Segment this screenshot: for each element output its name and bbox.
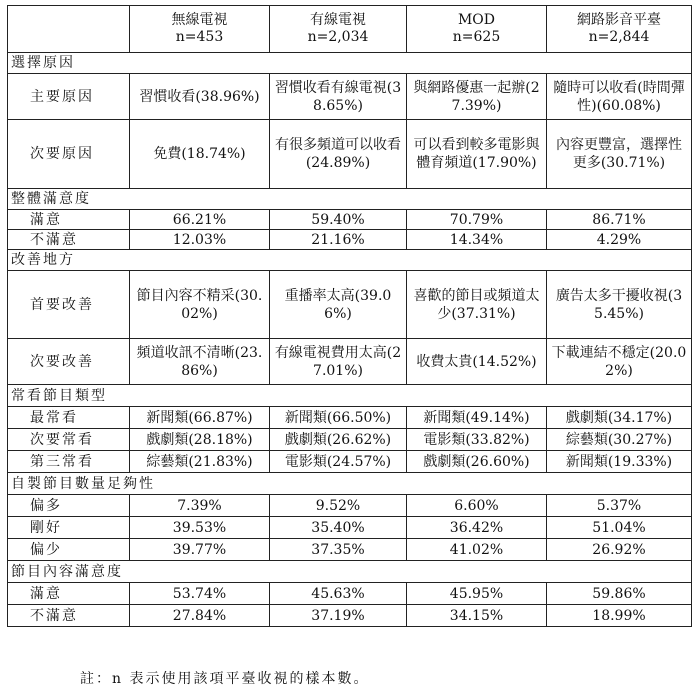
table-cell: 有很多頻道可以收看(24.89%) — [270, 120, 407, 189]
row-label: 首要改善 — [8, 271, 130, 339]
section-title-quantity: 自製節目數量足夠性 — [8, 473, 692, 495]
table-row — [8, 495, 692, 517]
table-cell: 21.16% — [270, 230, 407, 250]
table-cell: 免費(18.74%) — [130, 120, 270, 189]
table-cell: 7.39% — [130, 495, 270, 517]
row-label: 最常看 — [8, 407, 130, 429]
table-cell: 廣告太多干擾收視(35.45%) — [547, 271, 692, 339]
table-cell: 6.60% — [407, 495, 547, 517]
header-cell-cable: 有線電視 n=2,034 — [270, 6, 407, 53]
table-cell: 39.77% — [130, 539, 270, 561]
row-label: 偏少 — [8, 539, 130, 561]
row-label: 主要原因 — [8, 74, 130, 120]
table-cell: 喜歡的節目或頻道太少(37.31%) — [407, 271, 547, 339]
table-cell: 隨時可以收看(時間彈性)(60.08%) — [547, 74, 692, 120]
table-cell: 電影類(33.82%) — [407, 429, 547, 451]
table-row — [8, 539, 692, 561]
table-cell: 35.40% — [270, 517, 407, 539]
table-row — [8, 210, 692, 230]
row-label: 不滿意 — [8, 230, 130, 250]
header-corner-cell — [8, 6, 130, 53]
table-cell: 34.15% — [407, 605, 547, 627]
header-cell-tv: 無線電視 n=453 — [130, 6, 270, 53]
row-label: 次要常看 — [8, 429, 130, 451]
table-row — [8, 605, 692, 627]
table-cell: 戲劇類(26.62%) — [270, 429, 407, 451]
table-cell: 綜藝類(21.83%) — [130, 451, 270, 473]
table-row — [8, 583, 692, 605]
table-footnote: 註：n 表示使用該項平臺收視的樣本數。 — [80, 671, 370, 687]
table-cell: 5.37% — [547, 495, 692, 517]
table-cell: 18.99% — [547, 605, 692, 627]
table-row — [8, 120, 692, 189]
table-cell: 45.95% — [407, 583, 547, 605]
section-title-improve: 改善地方 — [8, 250, 692, 271]
table-row — [8, 339, 692, 385]
section-row — [8, 53, 692, 74]
table-cell: 電影類(24.57%) — [270, 451, 407, 473]
table-cell: 收費太貴(14.52%) — [407, 339, 547, 385]
header-cell-ott: 網路影音平臺 n=2,844 — [547, 6, 692, 53]
table-cell: 戲劇類(34.17%) — [547, 407, 692, 429]
section-title-content: 節目內容滿意度 — [8, 561, 692, 583]
table-cell: 可以看到較多電影與體育頻道(17.90%) — [407, 120, 547, 189]
table-cell: 戲劇類(28.18%) — [130, 429, 270, 451]
table-cell: 戲劇類(26.60%) — [407, 451, 547, 473]
row-label: 次要改善 — [8, 339, 130, 385]
table-cell: 節目內容不精采(30.02%) — [130, 271, 270, 339]
table-cell: 66.21% — [130, 210, 270, 230]
section-row — [8, 189, 692, 210]
table-cell: 新聞類(66.87%) — [130, 407, 270, 429]
table-cell: 新聞類(49.14%) — [407, 407, 547, 429]
section-title-reasons: 選擇原因 — [8, 53, 692, 74]
table-row — [8, 407, 692, 429]
table-cell: 頻道收訊不清晰(23.86%) — [130, 339, 270, 385]
table-cell: 新聞類(19.33%) — [547, 451, 692, 473]
row-label: 偏多 — [8, 495, 130, 517]
table-cell: 綜藝類(30.27%) — [547, 429, 692, 451]
table-cell: 59.40% — [270, 210, 407, 230]
table-cell: 86.71% — [547, 210, 692, 230]
table-row — [8, 74, 692, 120]
table-cell: 26.92% — [547, 539, 692, 561]
table-cell: 習慣收看(38.96%) — [130, 74, 270, 120]
survey-table — [7, 5, 692, 627]
table-cell: 39.53% — [130, 517, 270, 539]
table-cell: 27.84% — [130, 605, 270, 627]
table-row — [8, 230, 692, 250]
table-cell: 37.35% — [270, 539, 407, 561]
table-cell: 70.79% — [407, 210, 547, 230]
row-label: 滿意 — [8, 583, 130, 605]
table-cell: 與網路優惠一起辦(27.39%) — [407, 74, 547, 120]
table-cell: 9.52% — [270, 495, 407, 517]
header-row — [8, 6, 692, 53]
section-row — [8, 473, 692, 495]
table-cell: 51.04% — [547, 517, 692, 539]
table-cell: 45.63% — [270, 583, 407, 605]
section-title-overall: 整體滿意度 — [8, 189, 692, 210]
table-row — [8, 429, 692, 451]
table-cell: 53.74% — [130, 583, 270, 605]
table-cell: 37.19% — [270, 605, 407, 627]
row-label: 滿意 — [8, 210, 130, 230]
section-row — [8, 561, 692, 583]
table-cell: 重播率太高(39.06%) — [270, 271, 407, 339]
table-cell: 有線電視費用太高(27.01%) — [270, 339, 407, 385]
row-label: 第三常看 — [8, 451, 130, 473]
table-row — [8, 271, 692, 339]
row-label: 剛好 — [8, 517, 130, 539]
section-row — [8, 385, 692, 407]
table-row — [8, 517, 692, 539]
section-row — [8, 250, 692, 271]
table-cell: 下載連結不穩定(20.02%) — [547, 339, 692, 385]
table-cell: 習慣收看有線電視(38.65%) — [270, 74, 407, 120]
table-cell: 59.86% — [547, 583, 692, 605]
table-cell: 新聞類(66.50%) — [270, 407, 407, 429]
section-title-genres: 常看節目類型 — [8, 385, 692, 407]
table-cell: 36.42% — [407, 517, 547, 539]
header-cell-mod: MOD n=625 — [407, 6, 547, 53]
row-label: 不滿意 — [8, 605, 130, 627]
table-cell: 內容更豐富，選擇性更多(30.71%) — [547, 120, 692, 189]
row-label: 次要原因 — [8, 120, 130, 189]
table-cell: 41.02% — [407, 539, 547, 561]
table-cell: 12.03% — [130, 230, 270, 250]
table-cell: 4.29% — [547, 230, 692, 250]
table-cell: 14.34% — [407, 230, 547, 250]
table-row — [8, 451, 692, 473]
